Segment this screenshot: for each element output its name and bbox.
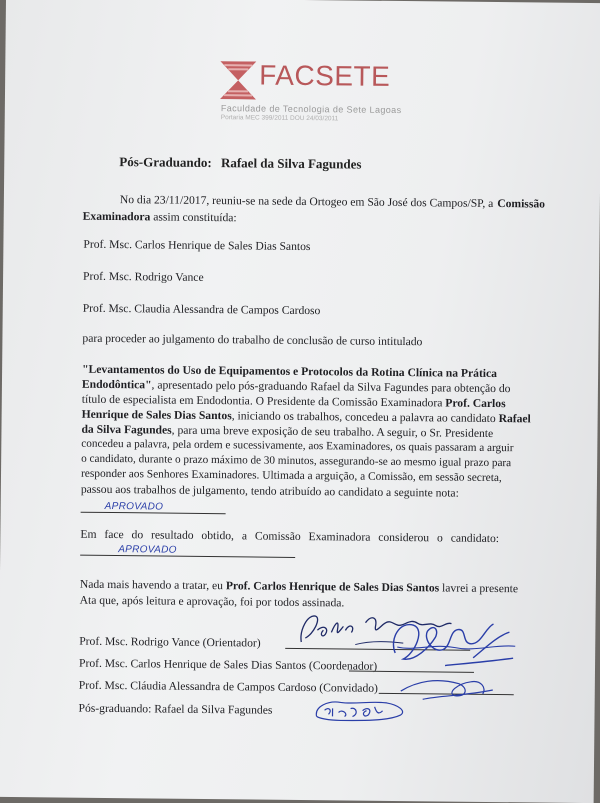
student-signature — [310, 690, 430, 731]
result-handwritten: APROVADO — [118, 544, 177, 556]
body-line-3: título de especialista em Endodontia. O Presidente da Comissão Examinadora Prof. Carlos — [81, 392, 506, 411]
facsete-logo-icon — [220, 61, 256, 99]
body-line-9: passou aos trabalhos de julgamento, tendo atribuído ao candidato a seguinte nota: — [80, 482, 459, 500]
work-title-line-1: "Levantamentos do Uso de Equipamentos e Protocolos da Rotina Clínica na Prática — [82, 362, 498, 381]
signature-label-student: Pós-graduando: Rafael da Silva Fagundes — [78, 701, 273, 717]
body-line-4: Henrique de Sales Dias Santos, iniciando os trabalhos, concedeu a palavra ao candidato Rafael — [81, 407, 531, 426]
result-line: Em face do resultado obtido, a Comissão Examinadora considerou o candidato: — [80, 527, 500, 546]
intro-line-1: No dia 23/11/2017, reuniu-se na sede da Ortogeo em São José dos Campos/SP, a Comissão — [119, 193, 546, 211]
body-line-5: da Silva Fagundes, para uma breve exposição de seu trabalho. A seguir, o Sr. Presidente — [81, 422, 494, 441]
student-heading — [119, 154, 361, 173]
closing-line-2: Ata que, após leitura e aprovação, foi por todos assinada. — [79, 593, 345, 610]
body-line-2: Endodôntica", apresentado pelo pós-graduando Rafael da Silva Fagundes para obtenção do — [81, 377, 511, 396]
result-blank-line — [80, 555, 295, 558]
body-line-6: concedeu a palavra, pela ordem e sucessivamente, aos Examinadores, os quais passaram a arguir — [81, 437, 514, 455]
grade-handwritten: APROVADO — [104, 500, 164, 513]
committee-member-2: Prof. Msc. Rodrigo Vance — [83, 269, 204, 284]
closing-line-1: Nada mais havendo a tratar, eu Prof. Carlos Henrique de Sales Dias Santos lavrei a presente — [79, 577, 519, 596]
brand-subtitle: Faculdade de Tecnologia de Sete Lagoas — [220, 103, 402, 116]
signature-label-convidado: Prof. Msc. Cláudia Alessandra de Campos Cardoso (Convidado) — [78, 678, 379, 695]
body-line-8: responder aos Senhores Examinadores. Ultimada a arguição, a Comissão, em sessão secreta, — [80, 467, 502, 485]
committee-member-3: Prof. Msc. Claudia Alessandra de Campos Cardoso — [82, 301, 321, 318]
body-line-7: o candidato, durante o prazo máximo de 30 minutos, assegurando-se ao mesmo igual prazo para — [81, 452, 512, 470]
brand-name: FACSETE — [259, 59, 391, 92]
student-label: Pós-Graduando: — [119, 154, 212, 171]
purpose-line: para proceder ao julgamento do trabalho de conclusão de curso intitulado — [82, 331, 423, 349]
committee-member-1: Prof. Msc. Carlos Henrique de Sales Dias Santos — [83, 237, 311, 254]
intro-line-2: Examinadora assim constituída: — [82, 209, 237, 225]
signature-label-orientador: Prof. Msc. Rodrigo Vance (Orientador) — [79, 634, 261, 650]
signature-label-coordenador: Prof. Msc. Carlos Henrique de Sales Dias Santos (Coordenador) — [78, 656, 378, 673]
student-name: Rafael da Silva Fagundes — [220, 155, 362, 172]
brand-portaria: Portaria MEC 399/2011 DOU 24/03/2011 — [220, 114, 339, 123]
